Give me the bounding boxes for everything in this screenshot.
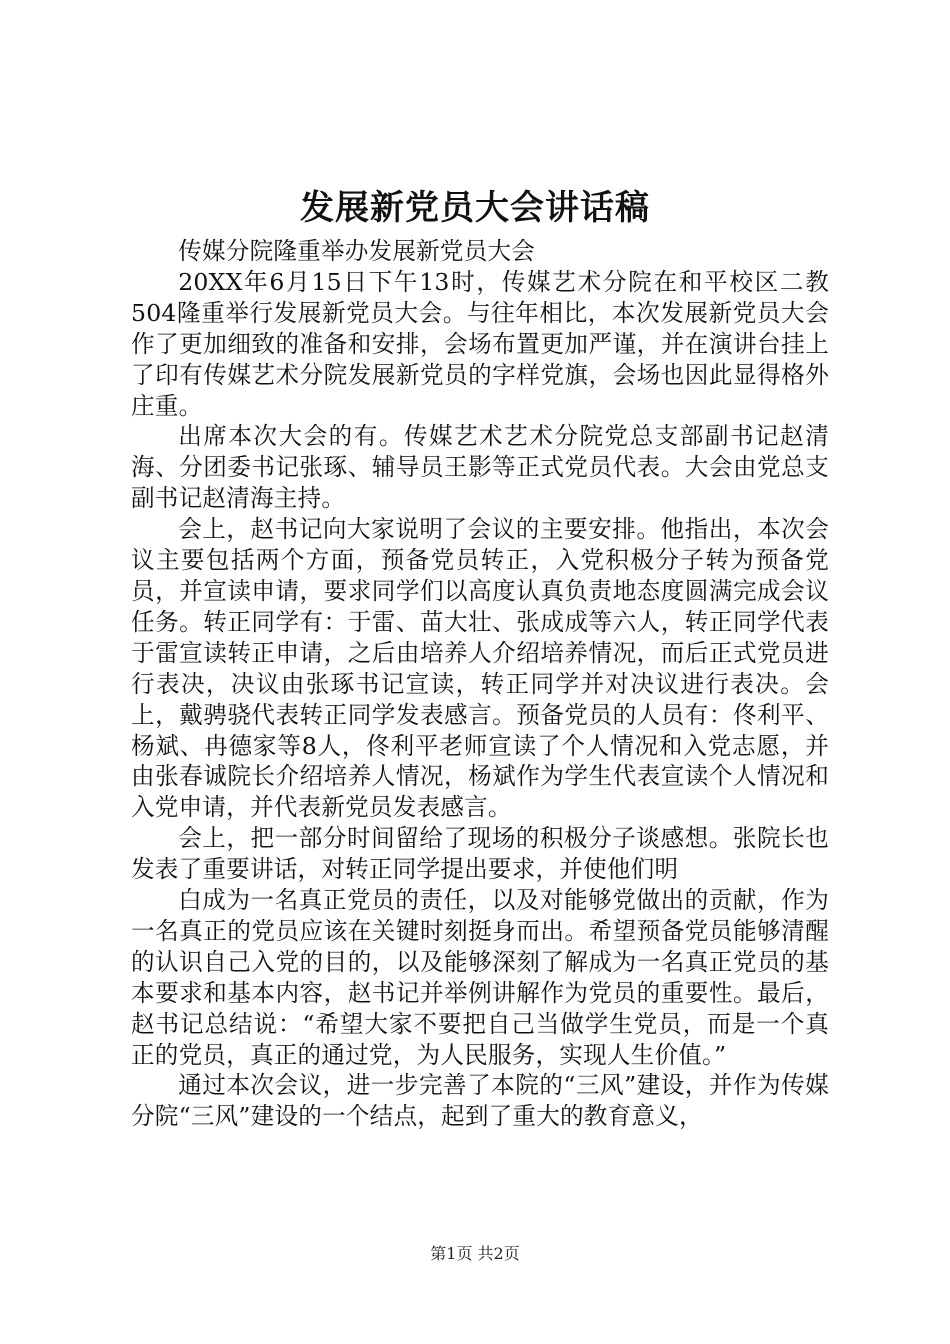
paragraph-responsibility: 白成为一名真正党员的责任，以及对能够党做出的贡献，作为一名真正的党员应该在关键时刻挺身而出。希望预备党员能够清醒的认识自己入党的目的，以及能够深刻了解成为一名真正党员的基本要求和基本内容，赵书记并举例讲解作为党员的重要性。最后，赵书记总结说：“希望大家不要把自己当做学生党员，而是一个真正的党员，真正的通过党，为人民服务，实现人生价值。”	[131, 886, 829, 1069]
document-title: 发展新党员大会讲话稿	[300, 188, 650, 228]
paragraph-event-intro: 20XX年6月15日下午13时，传媒艺术分院在和平校区二教504隆重举行发展新党员大会。与往年相比，本次发展新党员大会作了更加细致的准备和安排，会场布置更加严谨，并在演讲台挂上了印有传媒艺术分院发展新党员的字样党旗，会场也因此显得格外庄重。	[131, 267, 829, 420]
page-number-footer: 第1页 共2页	[430, 1244, 520, 1263]
paragraph-meeting-agenda: 会上，赵书记向大家说明了会议的主要安排。他指出，本次会议主要包括两个方面，预备党员转正，入党积极分子转为预备党员，并宣读申请，要求同学们以高度认真负责地态度圆满完成会议任务。转正同学有：于雷、苗大壮、张成成等六人，转正同学代表于雷宣读转正申请，之后由培养人介绍培养情况，而后正式党员进行表决，决议由张琢书记宣读，转正同学并对决议进行表决。会上，戴骋骁代表转正同学发表感言。预备党员的人员有：佟利平、杨斌、冉德家等8人，佟利平老师宣读了个人情况和入党志愿，并由张春诚院长介绍培养人情况，杨斌作为学生代表宣读个人情况和入党申请，并代表新党员发表感言。	[131, 515, 829, 822]
paragraph-conclusion: 通过本次会议，进一步完善了本院的“三风”建设，并作为传媒分院“三风”建设的一个结点，起到了重大的教育意义，	[131, 1071, 829, 1131]
paragraph-subtitle: 传媒分院隆重举办发展新党员大会	[178, 237, 536, 265]
paragraph-speeches: 会上，把一部分时间留给了现场的积极分子谈感想。张院长也发表了重要讲话，对转正同学提出要求，并使他们明	[131, 824, 829, 884]
paragraph-attendees: 出席本次大会的有。传媒艺术艺术分院党总支部副书记赵清海、分团委书记张琢、辅导员王影等正式党员代表。大会由党总支副书记赵清海主持。	[131, 422, 829, 513]
document-body	[131, 236, 829, 1132]
